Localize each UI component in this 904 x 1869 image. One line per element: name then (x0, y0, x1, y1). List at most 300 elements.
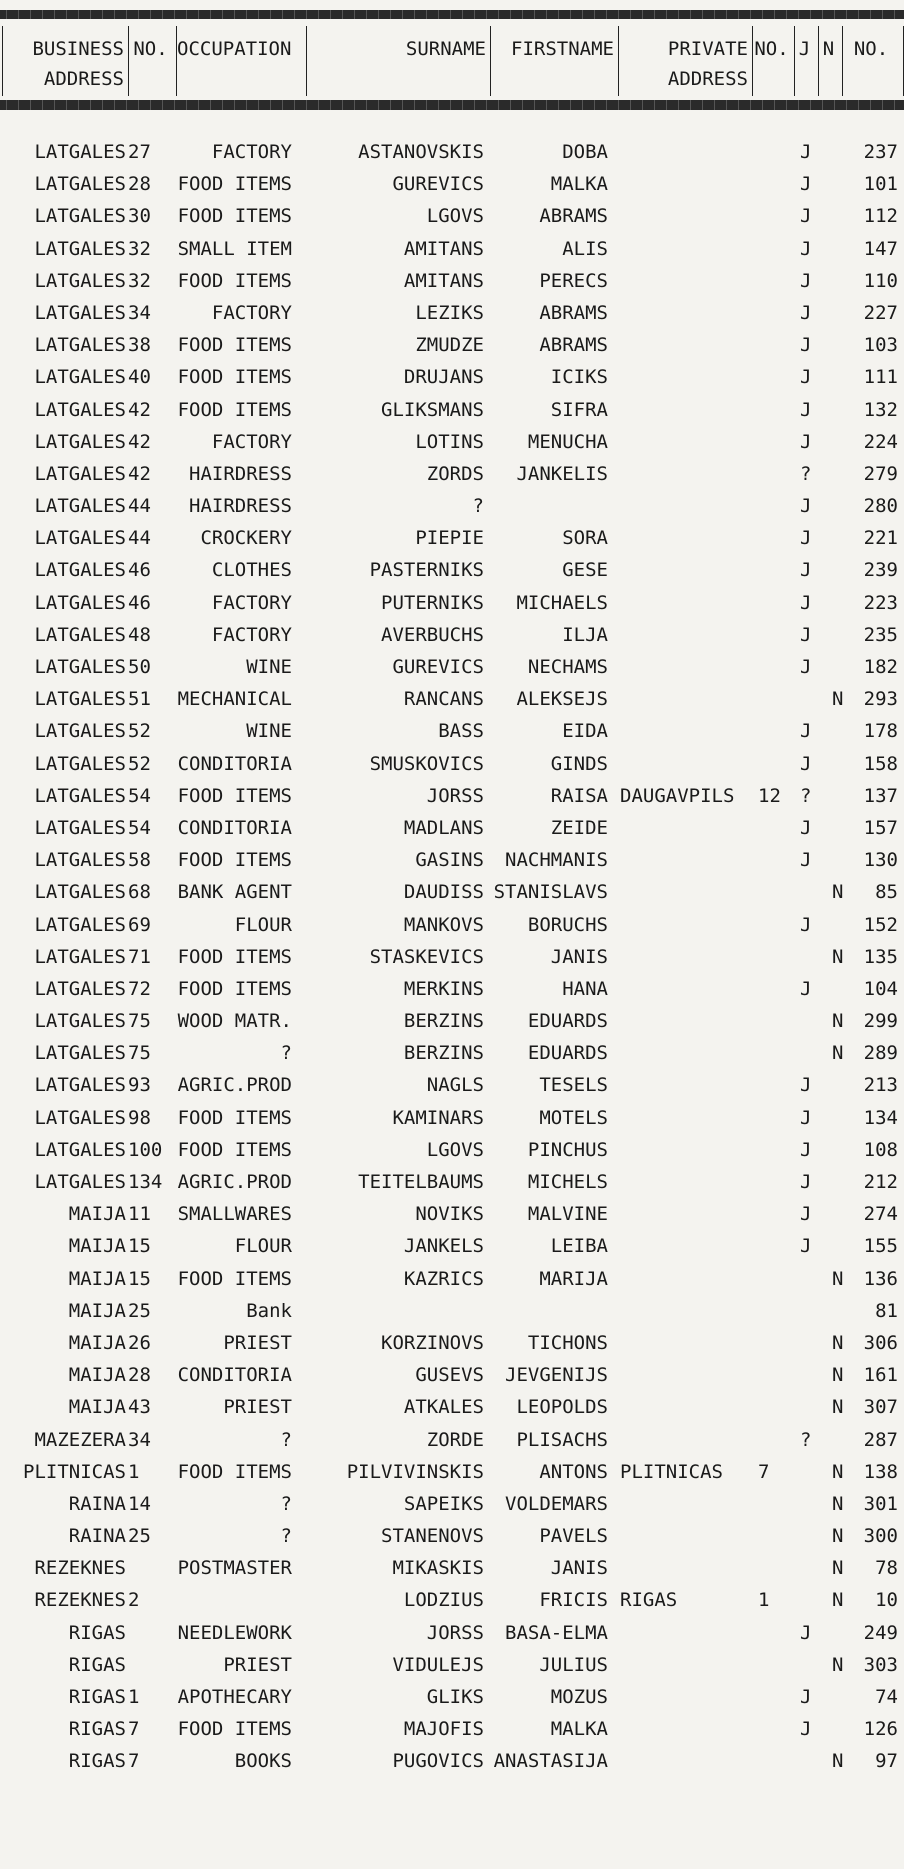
surname-cell: SMUSKOVICS (369, 752, 484, 775)
n-mark-cell: N (832, 1557, 844, 1580)
firstname-cell: PERECS (539, 269, 608, 292)
header-business-address (2, 26, 128, 96)
table-row (0, 1037, 904, 1069)
business-no-cell: 51 (128, 688, 151, 711)
occupation-cell: CROCKERY (200, 527, 292, 550)
business-address-cell: LATGALES (34, 1138, 126, 1161)
record-no-cell: 155 (863, 1235, 898, 1258)
header-no-2 (752, 26, 794, 96)
business-address-cell: LATGALES (34, 237, 126, 260)
business-no-cell: 15 (128, 1267, 151, 1290)
table-row (0, 715, 904, 747)
table-row (0, 844, 904, 876)
record-no-cell: 85 (875, 881, 898, 904)
business-address-cell: LATGALES (34, 849, 126, 872)
j-mark-cell: J (800, 141, 812, 163)
record-no-cell: 158 (863, 752, 898, 775)
occupation-cell: PRIEST (223, 1331, 292, 1354)
occupation-cell: FOOD ITEMS (177, 334, 292, 357)
business-address-cell: RIGAS (68, 1653, 126, 1676)
surname-cell: LGOVS (426, 205, 484, 228)
occupation-cell: FLOUR (234, 1235, 292, 1258)
header-no-3 (842, 26, 904, 96)
business-no-cell: 26 (128, 1331, 151, 1354)
table-row (0, 329, 904, 361)
firstname-cell: GINDS (550, 752, 608, 775)
business-address-cell: PLITNICAS (23, 1460, 126, 1483)
j-mark-cell: J (800, 173, 812, 196)
j-mark-cell: J (800, 430, 812, 453)
firstname-cell: JULIUS (539, 1653, 608, 1676)
n-mark-cell: N (832, 1589, 844, 1612)
firstname-cell: PLISACHS (516, 1428, 608, 1451)
record-no-cell: 136 (863, 1267, 898, 1290)
business-no-cell: 46 (128, 559, 151, 582)
record-no-cell: 97 (875, 1750, 898, 1773)
table-header (0, 26, 904, 96)
surname-cell: LODZIUS (403, 1589, 484, 1612)
business-address-cell: LATGALES (34, 881, 126, 904)
business-address-cell: REZEKNES (34, 1557, 126, 1580)
record-no-cell: 101 (863, 173, 898, 196)
business-address-cell: LATGALES (34, 334, 126, 357)
business-no-cell: 134 (128, 1171, 163, 1193)
table-row (0, 522, 904, 554)
occupation-cell: FACTORY (211, 141, 292, 163)
business-address-cell: LATGALES (34, 623, 126, 646)
record-no-cell: 130 (863, 849, 898, 872)
business-address-cell: MAIJA (68, 1235, 126, 1258)
table-row (0, 136, 904, 168)
table-row (0, 490, 904, 522)
table-row (0, 1198, 904, 1230)
n-mark-cell: N (832, 1010, 844, 1033)
j-mark-cell: J (800, 398, 812, 421)
business-address-cell: MAIJA (68, 1396, 126, 1419)
firstname-cell: BORUCHS (527, 913, 608, 936)
table-row (0, 1295, 904, 1327)
firstname-cell: EIDA (562, 720, 608, 743)
record-no-cell: 300 (863, 1525, 898, 1548)
occupation-cell: FACTORY (211, 301, 292, 324)
record-no-cell: 212 (863, 1171, 898, 1193)
surname-cell: PIEPIE (415, 527, 484, 550)
firstname-cell: LEIBA (550, 1235, 608, 1258)
table-row (0, 297, 904, 329)
firstname-cell: ICIKS (550, 366, 608, 389)
j-mark-cell: J (800, 816, 812, 839)
table-row (0, 1520, 904, 1552)
record-no-cell: 307 (863, 1396, 898, 1419)
header-n-label: N (822, 38, 835, 60)
header-business-address-line1: BUSINESS (32, 38, 124, 60)
j-mark-cell: J (800, 849, 812, 872)
j-mark-cell: J (800, 334, 812, 357)
record-no-cell: 157 (863, 816, 898, 839)
business-no-cell: 34 (128, 301, 151, 324)
n-mark-cell: N (832, 688, 844, 711)
firstname-cell: ALEKSEJS (516, 688, 608, 711)
record-no-cell: 289 (863, 1042, 898, 1065)
surname-cell: ? (472, 495, 484, 518)
table-row (0, 941, 904, 973)
table-row (0, 1134, 904, 1166)
surname-cell: ATKALES (403, 1396, 484, 1419)
surname-cell: ASTANOVSKIS (358, 141, 484, 163)
business-address-cell: LATGALES (34, 141, 126, 163)
business-no-cell: 30 (128, 205, 151, 228)
firstname-cell: FRICIS (539, 1589, 608, 1612)
business-no-cell: 93 (128, 1074, 151, 1097)
business-address-cell: MAZEZERA (34, 1428, 126, 1451)
business-no-cell: 1 (128, 1686, 140, 1708)
firstname-cell: ABRAMS (539, 301, 608, 324)
business-address-cell: LATGALES (34, 559, 126, 582)
record-no-cell: 178 (863, 720, 898, 743)
private-address-cell: RIGAS (620, 1589, 678, 1612)
header-private-address-line2: ADDRESS (667, 68, 748, 90)
business-address-cell: LATGALES (34, 269, 126, 292)
record-no-cell: 112 (863, 205, 898, 228)
header-occupation (176, 26, 306, 96)
firstname-cell: EDUARDS (527, 1042, 608, 1065)
table-row (0, 973, 904, 1005)
surname-cell: ZMUDZE (415, 334, 484, 357)
table-body (0, 136, 904, 1778)
table-row (0, 233, 904, 265)
firstname-cell: SIFRA (550, 398, 608, 421)
occupation-cell: SMALLWARES (177, 1203, 292, 1226)
occupation-cell: FLOUR (234, 913, 292, 936)
business-no-cell: 25 (128, 1299, 151, 1322)
record-no-cell: 137 (863, 784, 898, 807)
firstname-cell: PINCHUS (527, 1138, 608, 1161)
surname-cell: DRUJANS (403, 366, 484, 389)
occupation-cell: FOOD ITEMS (177, 269, 292, 292)
table-row (0, 1617, 904, 1649)
business-no-cell: 32 (128, 269, 151, 292)
table-row (0, 1391, 904, 1423)
header-no-3-label: NO. (853, 38, 889, 60)
table-row (0, 1584, 904, 1616)
business-no-cell: 52 (128, 720, 151, 743)
header-no-label: NO. (133, 38, 168, 60)
n-mark-cell: N (832, 945, 844, 968)
header-business-address-line2: ADDRESS (43, 68, 124, 90)
surname-cell: BERZINS (403, 1042, 484, 1065)
record-no-cell: 237 (863, 141, 898, 163)
record-no-cell: 303 (863, 1653, 898, 1676)
table-row (0, 554, 904, 586)
business-no-cell: 44 (128, 527, 151, 550)
table-row (0, 1488, 904, 1520)
table-row (0, 1327, 904, 1359)
surname-cell: DAUDISS (403, 881, 484, 904)
occupation-cell: FOOD ITEMS (177, 849, 292, 872)
surname-cell: JANKELS (403, 1235, 484, 1258)
table-row (0, 619, 904, 651)
business-no-cell: 68 (128, 881, 151, 904)
j-mark-cell: J (800, 1718, 812, 1741)
surname-cell: ZORDS (426, 462, 484, 485)
occupation-cell: SMALL ITEM (177, 237, 292, 260)
business-address-cell: LATGALES (34, 205, 126, 228)
business-no-cell: 28 (128, 173, 151, 196)
j-mark-cell: ? (800, 1428, 812, 1451)
surname-cell: LEZIKS (415, 301, 484, 324)
occupation-cell: FOOD ITEMS (177, 784, 292, 807)
table-row (0, 780, 904, 812)
surname-cell: GUREVICS (392, 173, 484, 196)
j-mark-cell: J (800, 656, 812, 678)
business-address-cell: LATGALES (34, 462, 126, 485)
j-mark-cell: J (800, 1686, 812, 1708)
business-no-cell: 46 (128, 591, 151, 614)
business-no-cell: 27 (128, 141, 151, 163)
surname-cell: AMITANS (403, 269, 484, 292)
surname-cell: KORZINOVS (381, 1331, 484, 1354)
header-private-address-line1: PRIVATE (667, 38, 748, 60)
occupation-cell: FOOD ITEMS (177, 173, 292, 196)
table-row (0, 1166, 904, 1198)
occupation-cell: MECHANICAL (177, 688, 292, 711)
business-address-cell: LATGALES (34, 784, 126, 807)
business-address-cell: LATGALES (34, 1106, 126, 1129)
business-no-cell: 7 (128, 1750, 140, 1773)
record-no-cell: 293 (863, 688, 898, 711)
record-no-cell: 134 (863, 1106, 898, 1129)
record-no-cell: 104 (863, 977, 898, 1000)
table-row (0, 426, 904, 458)
surname-cell: MADLANS (403, 816, 484, 839)
business-address-cell: LATGALES (34, 945, 126, 968)
surname-cell: GLIKS (426, 1686, 484, 1708)
surname-cell: MIKASKIS (392, 1557, 484, 1580)
record-no-cell: 135 (863, 945, 898, 968)
firstname-cell: JEVGENIJS (505, 1364, 608, 1387)
business-no-cell: 42 (128, 462, 151, 485)
business-address-cell: LATGALES (34, 430, 126, 453)
business-no-cell: 34 (128, 1428, 151, 1451)
occupation-cell: CONDITORIA (177, 816, 292, 839)
n-mark-cell: N (832, 1331, 844, 1354)
j-mark-cell: J (800, 527, 812, 550)
business-address-cell: LATGALES (34, 1042, 126, 1065)
surname-cell: MANKOVS (403, 913, 484, 936)
firstname-cell: PAVELS (539, 1525, 608, 1548)
surname-cell: PILVIVINSKIS (346, 1460, 484, 1483)
occupation-cell: NEEDLEWORK (177, 1621, 292, 1644)
table-row (0, 265, 904, 297)
firstname-cell: EDUARDS (527, 1010, 608, 1033)
table-row (0, 1745, 904, 1777)
firstname-cell: ILJA (562, 623, 608, 646)
business-address-cell: MAIJA (68, 1203, 126, 1226)
record-no-cell: 221 (863, 527, 898, 550)
business-no-cell: 43 (128, 1396, 151, 1419)
occupation-cell: FOOD ITEMS (177, 977, 292, 1000)
j-mark-cell: J (800, 1171, 812, 1193)
header-surname-label: SURNAME (405, 38, 486, 60)
firstname-cell: STANISLAVS (493, 881, 608, 904)
business-no-cell: 58 (128, 849, 151, 872)
occupation-cell: ? (280, 1428, 292, 1451)
table-row (0, 1681, 904, 1713)
surname-cell: SAPEIKS (403, 1492, 484, 1515)
header-no-2-label: NO. (754, 38, 789, 60)
n-mark-cell: N (832, 1364, 844, 1387)
occupation-cell: AGRIC.PROD (177, 1171, 292, 1193)
business-address-cell: RIGAS (68, 1718, 126, 1741)
record-no-cell: 126 (863, 1718, 898, 1741)
business-no-cell: 72 (128, 977, 151, 1000)
table-row (0, 748, 904, 780)
surname-cell: GASINS (415, 849, 484, 872)
j-mark-cell: J (800, 301, 812, 324)
firstname-cell: NECHAMS (527, 656, 608, 678)
table-row (0, 1649, 904, 1681)
business-no-cell: 42 (128, 398, 151, 421)
firstname-cell: TESELS (539, 1074, 608, 1097)
firstname-cell: VOLDEMARS (505, 1492, 608, 1515)
business-no-cell: 42 (128, 430, 151, 453)
table-row (0, 200, 904, 232)
firstname-cell: ABRAMS (539, 205, 608, 228)
firstname-cell: MALKA (550, 1718, 608, 1741)
business-no-cell: 100 (128, 1138, 163, 1161)
business-address-cell: LATGALES (34, 495, 126, 518)
j-mark-cell: J (800, 237, 812, 260)
occupation-cell: HAIRDRESS (189, 462, 292, 485)
business-address-cell: LATGALES (34, 1171, 126, 1193)
table-row (0, 812, 904, 844)
business-no-cell: 98 (128, 1106, 151, 1129)
record-no-cell: 81 (875, 1299, 898, 1322)
firstname-cell: BASA-ELMA (505, 1621, 608, 1644)
record-no-cell: 227 (863, 301, 898, 324)
header-j-label: J (798, 38, 811, 60)
surname-cell: JORSS (426, 1621, 484, 1644)
surname-cell: GUSEVS (415, 1364, 484, 1387)
j-mark-cell: J (800, 720, 812, 743)
firstname-cell: MOZUS (550, 1686, 608, 1708)
business-address-cell: LATGALES (34, 366, 126, 389)
record-no-cell: 306 (863, 1331, 898, 1354)
business-address-cell: RIGAS (68, 1621, 126, 1644)
occupation-cell: FOOD ITEMS (177, 1138, 292, 1161)
business-address-cell: LATGALES (34, 1074, 126, 1097)
business-no-cell: 54 (128, 784, 151, 807)
j-mark-cell: J (800, 205, 812, 228)
n-mark-cell: N (832, 1460, 844, 1483)
occupation-cell: BOOKS (234, 1750, 292, 1773)
surname-cell: NOVIKS (415, 1203, 484, 1226)
j-mark-cell: J (800, 1138, 812, 1161)
record-no-cell: 274 (863, 1203, 898, 1226)
business-no-cell: 75 (128, 1010, 151, 1033)
business-address-cell: LATGALES (34, 591, 126, 614)
firstname-cell: JANIS (550, 945, 608, 968)
header-firstname-label: FIRSTNAME (511, 38, 614, 60)
business-address-cell: MAIJA (68, 1299, 126, 1322)
occupation-cell: CONDITORIA (177, 752, 292, 775)
table-row (0, 1456, 904, 1488)
table-row (0, 909, 904, 941)
surname-cell: MERKINS (403, 977, 484, 1000)
header-private-address (618, 26, 752, 96)
j-mark-cell: J (800, 559, 812, 582)
business-no-cell: 71 (128, 945, 151, 968)
occupation-cell: AGRIC.PROD (177, 1074, 292, 1097)
table-row (0, 1424, 904, 1456)
business-no-cell: 25 (128, 1525, 151, 1548)
header-rule-bottom (0, 100, 904, 110)
surname-cell: ZORDE (426, 1428, 484, 1451)
business-no-cell: 54 (128, 816, 151, 839)
surname-cell: RANCANS (403, 688, 484, 711)
firstname-cell: HANA (562, 977, 608, 1000)
occupation-cell: PRIEST (223, 1396, 292, 1419)
table-row (0, 876, 904, 908)
record-no-cell: 132 (863, 398, 898, 421)
surname-cell: AVERBUCHS (381, 623, 484, 646)
j-mark-cell: ? (800, 462, 812, 485)
surname-cell: LOTINS (415, 430, 484, 453)
table-row (0, 1552, 904, 1584)
firstname-cell: SORA (562, 527, 608, 550)
occupation-cell: PRIEST (223, 1653, 292, 1676)
surname-cell: GUREVICS (392, 656, 484, 678)
occupation-cell: WOOD MATR. (177, 1010, 292, 1033)
occupation-cell: HAIRDRESS (189, 495, 292, 518)
occupation-cell: FOOD ITEMS (177, 205, 292, 228)
firstname-cell: MENUCHA (527, 430, 608, 453)
business-address-cell: LATGALES (34, 1010, 126, 1033)
surname-cell: VIDULEJS (392, 1653, 484, 1676)
j-mark-cell: J (800, 1074, 812, 1097)
record-no-cell: 110 (863, 269, 898, 292)
j-mark-cell: J (800, 269, 812, 292)
business-address-cell: MAIJA (68, 1364, 126, 1387)
table-row (0, 683, 904, 715)
surname-cell: BASS (438, 720, 484, 743)
record-no-cell: 74 (875, 1686, 898, 1708)
record-no-cell: 235 (863, 623, 898, 646)
record-no-cell: 111 (863, 366, 898, 389)
private-address-cell: PLITNICAS (620, 1460, 723, 1483)
table-row (0, 1069, 904, 1101)
business-no-cell: 75 (128, 1042, 151, 1065)
j-mark-cell: ? (800, 784, 812, 807)
firstname-cell: MICHAELS (516, 591, 608, 614)
table-row (0, 1102, 904, 1134)
header-surname (306, 26, 490, 96)
occupation-cell: CLOTHES (211, 559, 292, 582)
business-address-cell: LATGALES (34, 301, 126, 324)
business-address-cell: MAIJA (68, 1267, 126, 1290)
n-mark-cell: N (832, 1396, 844, 1419)
record-no-cell: 78 (875, 1557, 898, 1580)
occupation-cell: FOOD ITEMS (177, 1267, 292, 1290)
n-mark-cell: N (832, 881, 844, 904)
table-row (0, 1005, 904, 1037)
record-no-cell: 152 (863, 913, 898, 936)
surname-cell: PASTERNIKS (369, 559, 484, 582)
firstname-cell: ZEIDE (550, 816, 608, 839)
record-no-cell: 161 (863, 1364, 898, 1387)
business-address-cell: MAIJA (68, 1331, 126, 1354)
record-no-cell: 138 (863, 1460, 898, 1483)
